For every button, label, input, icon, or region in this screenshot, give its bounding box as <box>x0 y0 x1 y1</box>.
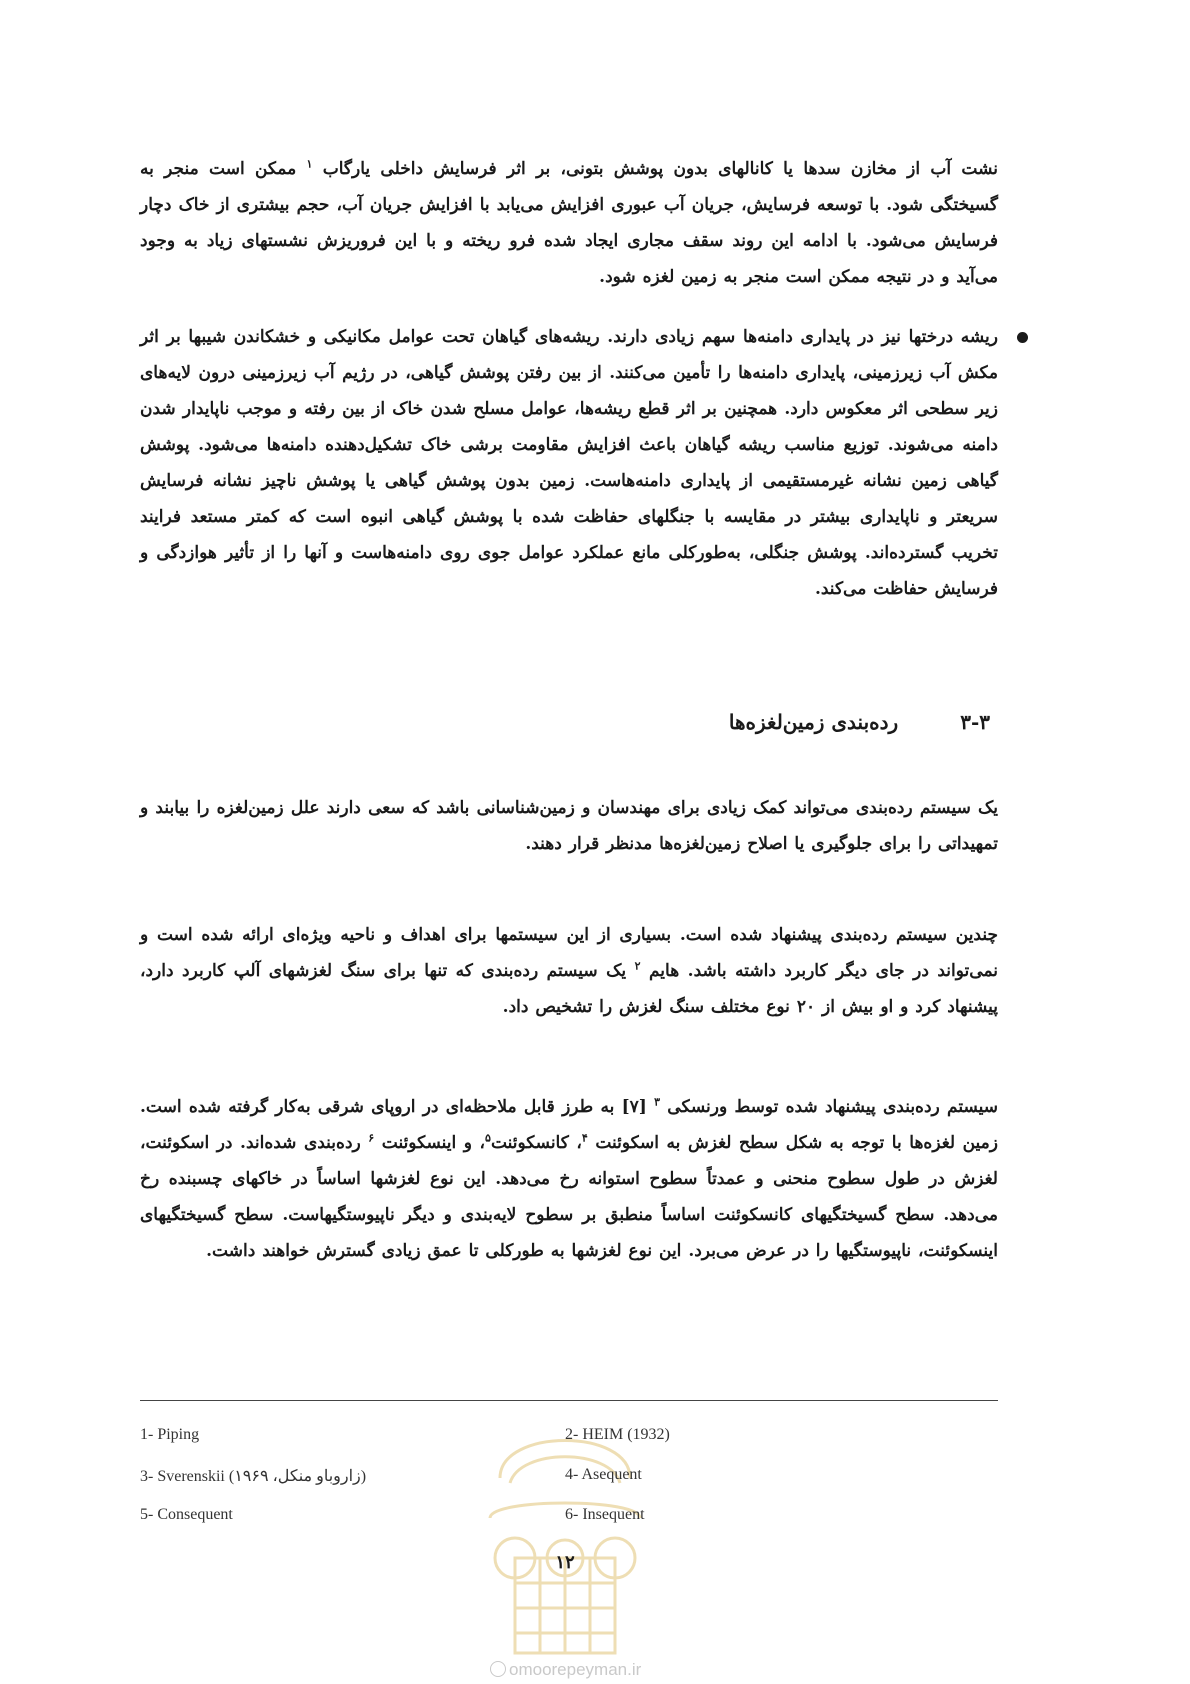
footnote-4: 4- Asequent <box>565 1466 642 1483</box>
section-title: رده‌بندی زمین‌لغزه‌ها <box>728 710 899 734</box>
footnote-ref-3[interactable]: ۳ <box>654 1095 661 1109</box>
footnote-ref-5[interactable]: ۵ <box>485 1131 491 1145</box>
footnote-ref-4[interactable]: ۴ <box>581 1131 588 1145</box>
footnote-5: 5- Consequent <box>140 1506 233 1523</box>
footnote-ref-6[interactable]: ۶ <box>368 1131 375 1145</box>
paragraph-3-text-cont: یک سیستم رده‌بندی که تنها برای سنگ لغزشهای آلپ کاربرد دارد، پیشنهاد کرد و او بیش از ۲۰ نوع مختلف سنگ لغزش را تشخیص داد. <box>140 961 998 1017</box>
paragraph-4-text-e: رده‌بندی شده‌اند. در اسکوئنت، لغزش در طول سطوح منحنی و عمدتاً سطوح استوانه رخ می‌دهد. این نوع لغزشها اساساً در خاکهای چسبنده رخ می‌دهد. سطح گسیختگیهای کانسکوئنت اساساً منطبق بر سطوح لایه‌بندی و دیگر ناپیوستگیهاست. سطح گسیختگیهای اینسکوئنت، ناپیوستگیها را در عرض می‌برد. این نوع لغزشها به طورکلی تا عمق زیادی گسترش خواهند داشت. <box>140 1133 998 1261</box>
intro-text-cont: ممکن است منجر به گسیختگی شود. با توسعه فرسایش، جریان آب عبوری افزایش می‌یابد با افزایش جریان آب، حجم بیشتری از خاک دچار فرسایش می‌شود. با ادامه این روند سقف مجاری ایجاد شده فرو ریخته و با این فروریزش نشستهای زیاد به وجود می‌آید و در نتیجه ممکن است منجر به زمین لغزه شود. <box>140 159 998 287</box>
watermark <box>490 1660 710 1680</box>
bullet-dot-icon <box>1017 332 1028 343</box>
footnote-ref-1[interactable]: ۱ <box>306 157 313 171</box>
bullet-paragraph <box>140 319 998 607</box>
intro-text: نشت آب از مخازن سدها یا کانالهای بدون پوشش بتونی، بر اثر فرسایش داخلی یارگاب <box>322 159 999 179</box>
bullet-text: ریشه درختها نیز در پایداری دامنه‌ها سهم زیادی دارند. ریشه‌های گیاهان تحت عوامل مکانیکی و خشکاندن شیبها بر اثر مکش آب زیرزمینی، پایداری دامنه‌ها را تأمین می‌کنند. از بین رفتن پوشش گیاهی، در رژیم آب زیرزمینی درون لایه‌های زیر سطحی اثر معکوس دارد. همچنین بر اثر قطع ریشه‌ها، عوامل مسلح شدن خاک از بین رفته و موجب ناپایدار شدن دامنه می‌شوند. توزیع مناسب ریشه گیاهان باعث افزایش مقاومت برشی خاک تشکیل‌دهنده دامنه‌ها می‌شود. پوشش گیاهی زمین نشانه غیرمستقیمی از پایداری دامنه‌هاست. زمین بدون پوشش گیاهی یا پوشش ناچیز نشانه فرسایش سریعتر و ناپایداری بیشتر در مقایسه با جنگلهای حفاظت شده با پوشش گیاهی انبوه است که کمتر مستعد فرایند تخریب گسترده‌اند. پوشش جنگلی، به‌طورکلی مانع عملکرد عوامل جوی روی دامنه‌هاست و آنها را از تأثیر هوازدگی و فرسایش حفاظت می‌کند. <box>140 327 998 599</box>
section-number: ۳-۳ <box>960 710 990 734</box>
paragraph-4-text-c: ، کانسکوئنت <box>490 1133 582 1153</box>
footnote-divider <box>140 1400 998 1401</box>
footnote-1: 1- Piping <box>140 1426 200 1443</box>
paragraph-4-text-b: [۷] به طرز قابل ملاحظه‌ای در اروپای شرقی به‌کار گرفته شده است. زمین لغزه‌ها با توجه به شکل سطح لغزش به اسکوئنت <box>140 1097 998 1153</box>
watermark-text: omoorepeyman.ir <box>509 1660 642 1679</box>
paragraph-4 <box>140 1089 998 1269</box>
intro-paragraph <box>140 151 998 295</box>
paragraph-3 <box>140 917 998 1025</box>
section-heading <box>729 710 990 734</box>
page-number: ۱۲ <box>555 1552 575 1573</box>
paragraph-3-text: چندین سیستم رده‌بندی پیشنهاد شده است. بسیاری از این سیستمها برای اهداف و ناحیه ویژه‌ای ارائه شده است و نمی‌تواند در جای دیگر کاربرد داشته باشد. هایم <box>140 925 999 981</box>
paragraph-2: یک سیستم رده‌بندی می‌تواند کمک زیادی برای مهندسان و زمین‌شناسانی باشد که سعی دارند علل زمین‌لغزه را بیابند و تمهیداتی را برای جلوگیری یا اصلاح زمین‌لغزه‌ها مدنظر قرار دهند. <box>140 798 998 854</box>
footnote-ref-2[interactable]: ۲ <box>634 959 641 973</box>
footnote-6: 6- Insequent <box>565 1506 645 1523</box>
globe-icon <box>490 1661 506 1677</box>
paragraph-4-text-d: ، و اینسکوئنت <box>381 1133 486 1153</box>
paragraph-4-text-a: سیستم رده‌بندی پیشنهاد شده توسط ورنسکی <box>667 1097 998 1117</box>
publisher-seal-logo <box>480 1408 650 1658</box>
footnote-2: 2- HEIM (1932) <box>565 1426 670 1443</box>
footnote-3: 3- Sverenskii (زاروباو منکل، ۱۹۶۹) <box>140 1468 367 1485</box>
